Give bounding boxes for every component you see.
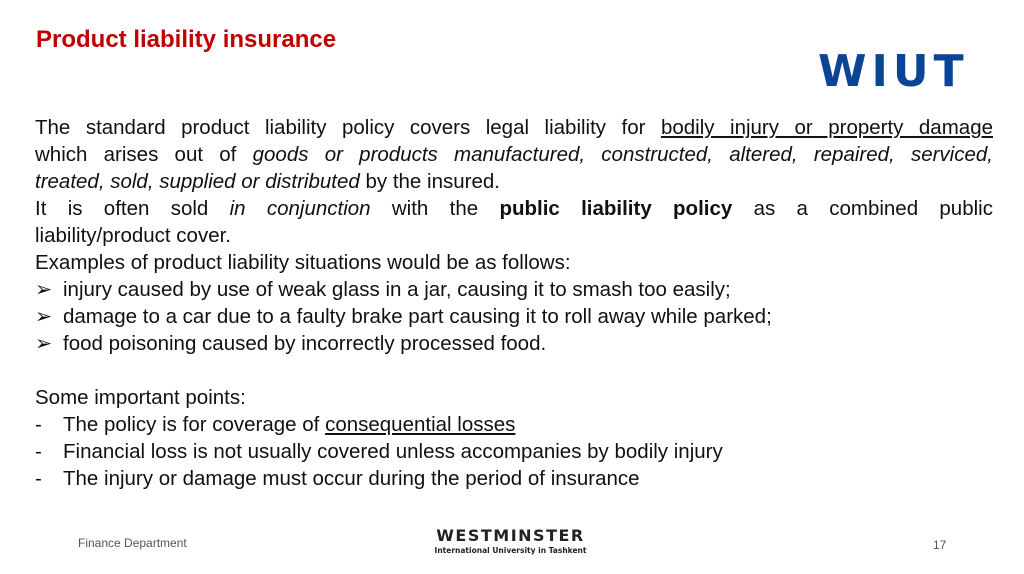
point-text: The policy is for coverage of (63, 413, 326, 436)
point-text: The injury or damage must occur during the period of insurance (63, 467, 640, 490)
italic-text: in conjunction (229, 197, 371, 220)
bold-text: public liability policy (499, 197, 733, 220)
text: The standard product liability policy covers legal liability for (35, 116, 661, 139)
brand-sub: International University in Tashkent (434, 546, 587, 555)
italic-text: treated, sold, supplied or distributed (35, 170, 360, 193)
paragraph-line (35, 195, 993, 222)
dash-bullet: - (35, 467, 42, 490)
italic-text: goods or products manufactured, constructed, altered, repaired, serviced, (252, 143, 993, 166)
page-number: 17 (933, 538, 947, 552)
arrow-bullet-icon: ➢ (35, 305, 53, 328)
text: as a combined public (732, 197, 993, 220)
slide-title: Product liability insurance (36, 26, 337, 53)
text: which arises out of (35, 143, 253, 166)
paragraph-line (35, 168, 993, 195)
westminster-logo (433, 527, 588, 557)
point-item (35, 411, 993, 438)
points-intro: Some important points: (35, 386, 246, 409)
example-text: injury caused by use of weak glass in a jar, causing it to smash too easily; (63, 278, 731, 301)
example-text: food poisoning caused by incorrectly processed food. (63, 332, 547, 355)
example-text: damage to a car due to a faulty brake part causing it to roll away while parked; (63, 305, 772, 328)
arrow-bullet-icon: ➢ (35, 278, 53, 301)
paragraph-line: liability/product cover. (35, 224, 231, 247)
paragraph-line (35, 114, 993, 141)
examples-intro: Examples of product liability situations would be as follows: (35, 251, 571, 274)
paragraph-line (35, 141, 993, 168)
example-item (35, 330, 993, 357)
underlined-text: consequential losses (325, 413, 516, 436)
example-item (35, 303, 993, 330)
underlined-text: bodily injury or property damage (660, 116, 993, 139)
brand-main: WESTMINSTER (436, 526, 585, 545)
dash-bullet: - (35, 413, 42, 436)
text: by the insured. (359, 170, 500, 193)
text: with the (370, 197, 500, 220)
wiut-logo: WIUT (818, 46, 969, 97)
example-item (35, 276, 993, 303)
footer-department: Finance Department (78, 536, 187, 550)
text: It is often sold (35, 197, 230, 220)
point-item (35, 465, 993, 492)
point-text: Financial loss is not usually covered unless accompanies by bodily injury (63, 440, 723, 463)
point-item (35, 438, 993, 465)
dash-bullet: - (35, 440, 42, 463)
arrow-bullet-icon: ➢ (35, 332, 53, 355)
